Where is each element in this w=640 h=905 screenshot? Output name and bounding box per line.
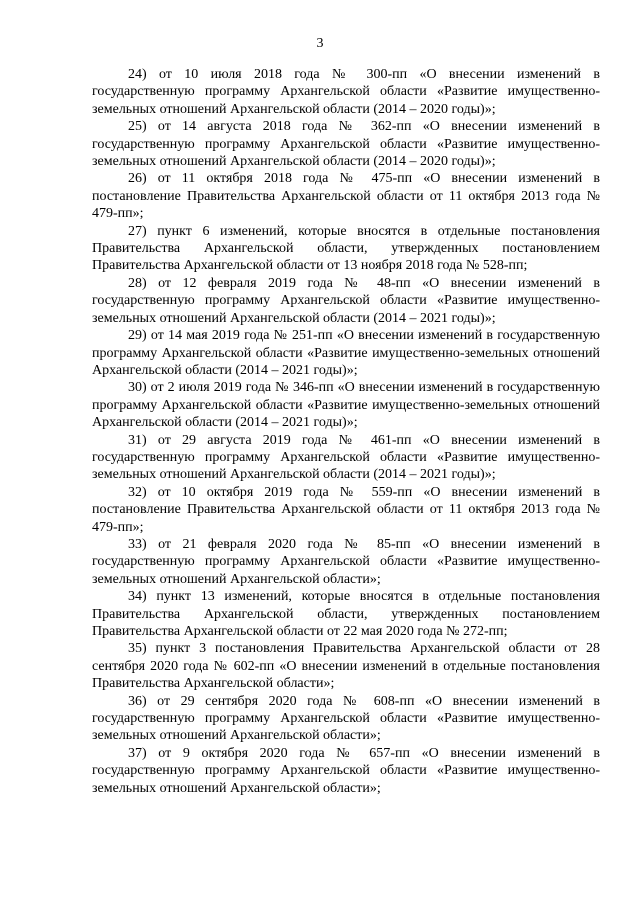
list-item-26: 26) от 11 октября 2018 года № 475-пп «О внесении изменений в постановление Правительства Архангельской области от 11 октября 2013 года № 479-пп»;	[92, 171, 600, 222]
list-item-25: 25) от 14 августа 2018 года № 362-пп «О внесении изменений в государственную программу Архангельской области «Развитие имущественно-земельных отношений Архангельской области (2014 – 2020 годы)»;	[92, 119, 600, 170]
list-item-32: 32) от 10 октября 2019 года № 559-пп «О внесении изменений в постановление Правительства Архангельской области от 11 октября 2013 года № 479-пп»;	[92, 484, 600, 535]
document-body	[92, 66, 600, 797]
list-item-24: 24) от 10 июля 2018 года № 300-пп «О внесении изменений в государственную программу Архангельской области «Развитие имущественно-земельных отношений Архангельской области (2014 – 2020 годы)»;	[92, 67, 600, 117]
list-item-29: 29) от 14 мая 2019 года № 251-пп «О внесении изменений в государственную программу Архангельской области «Развитие имущественно-земельных отношений Архангельской области (2014 – 2021 годы)»;	[92, 328, 600, 378]
list-item-27: 27) пункт 6 изменений, которые вносятся в отдельные постановления Правительства Архангельской области, утвержденных постановлением Правительства Архангельской области от 13 ноября 2018 года № 528-пп;	[92, 223, 600, 274]
list-item-33: 33) от 21 февраля 2020 года № 85-пп «О внесении изменений в государственную программу Архангельской области «Развитие имущественно-земельных отношений Архангельской области»;	[92, 536, 600, 587]
list-item-37: 37) от 9 октября 2020 года № 657-пп «О внесении изменений в государственную программу Архангельской области «Развитие имущественно-земельных отношений Архангельской области»;	[92, 745, 600, 796]
list-item-35: 35) пункт 3 постановления Правительства Архангельской области от 28 сентября 2020 года № 602-пп «О внесении изменений в отдельные постановления Правительства Архангельской области»;	[92, 641, 600, 692]
list-item-28: 28) от 12 февраля 2019 года № 48-пп «О внесении изменений в государственную программу Архангельской области «Развитие имущественно-земельных отношений Архангельской области (2014 – 2021 годы)»;	[92, 275, 600, 326]
list-item-36: 36) от 29 сентября 2020 года № 608-пп «О внесении изменений в государственную программу Архангельской области «Развитие имущественно-земельных отношений Архангельской области»;	[92, 693, 600, 744]
page-number: 3	[316, 36, 324, 51]
list-item-34: 34) пункт 13 изменений, которые вносятся в отдельные постановления Правительства Архангельской области, утвержденных постановлением Правительства Архангельской области от 22 мая 2020 года № 272-пп;	[92, 589, 600, 639]
list-item-31: 31) от 29 августа 2019 года № 461-пп «О внесении изменений в государственную программу Архангельской области «Развитие имущественно-земельных отношений Архангельской области (2014 – 2021 годы)»;	[92, 432, 600, 483]
list-item-30: 30) от 2 июля 2019 года № 346-пп «О внесении изменений в государственную программу Архангельской области «Развитие имущественно-земельных отношений Архангельской области (2014 – 2021 годы)»;	[92, 380, 600, 431]
